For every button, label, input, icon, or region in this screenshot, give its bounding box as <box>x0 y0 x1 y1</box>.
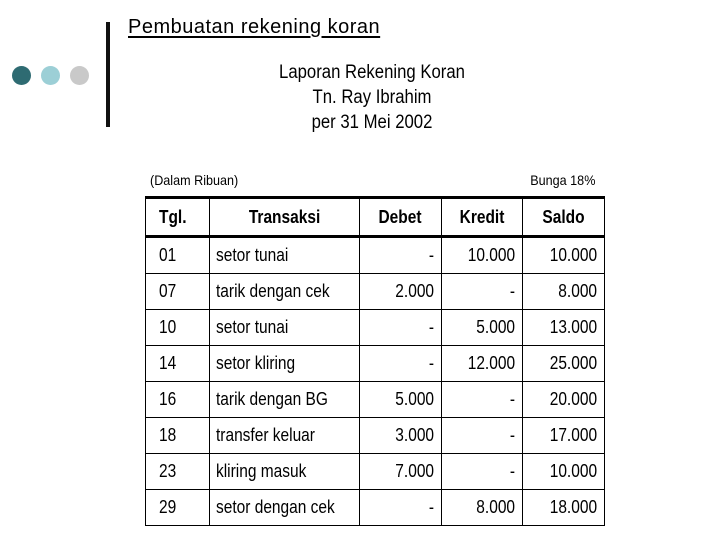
cell-credit: - <box>441 382 523 418</box>
cell-date: 07 <box>146 274 210 310</box>
cell-date: 14 <box>146 346 210 382</box>
table-row <box>146 310 605 346</box>
report-title: Laporan Rekening Koran <box>279 62 465 83</box>
cell-date: 29 <box>146 490 210 526</box>
table-row <box>146 237 605 274</box>
cell-transaction: transfer keluar <box>210 418 360 454</box>
cell-credit: 5.000 <box>441 310 523 346</box>
account-holder: Tn. Ray Ibrahim <box>312 87 432 108</box>
title-divider-bar <box>106 22 110 127</box>
cell-debit: 7.000 <box>360 454 442 490</box>
table-row <box>146 490 605 526</box>
dot-dark-teal <box>12 66 31 85</box>
cell-date: 23 <box>146 454 210 490</box>
cell-balance: 17.000 <box>523 418 605 454</box>
cell-transaction: kliring masuk <box>210 454 360 490</box>
cell-balance: 10.000 <box>523 454 605 490</box>
cell-balance: 25.000 <box>523 346 605 382</box>
table-row <box>146 346 605 382</box>
cell-debit: 5.000 <box>360 382 442 418</box>
cell-date: 16 <box>146 382 210 418</box>
cell-balance: 10.000 <box>523 237 605 274</box>
header-date: Tgl. <box>146 198 210 237</box>
header-credit: Kredit <box>441 198 523 237</box>
cell-transaction: setor tunai <box>210 237 360 274</box>
cell-balance: 13.000 <box>523 310 605 346</box>
unit-note: (Dalam Ribuan) <box>150 172 239 188</box>
header-debit: Debet <box>360 198 442 237</box>
cell-transaction: setor kliring <box>210 346 360 382</box>
cell-debit: - <box>360 237 442 274</box>
cell-balance: 8.000 <box>523 274 605 310</box>
table-row <box>146 382 605 418</box>
cell-balance: 18.000 <box>523 490 605 526</box>
slide-title: Pembuatan rekening koran <box>128 16 381 38</box>
cell-transaction: tarik dengan BG <box>210 382 360 418</box>
cell-date: 10 <box>146 310 210 346</box>
report-heading <box>273 60 470 135</box>
cell-credit: - <box>441 454 523 490</box>
cell-date: 18 <box>146 418 210 454</box>
cell-credit: 12.000 <box>441 346 523 382</box>
cell-transaction: setor dengan cek <box>210 490 360 526</box>
table-header-row <box>146 198 605 237</box>
cell-debit: - <box>360 346 442 382</box>
header-transaction: Transaksi <box>210 198 360 237</box>
header-balance: Saldo <box>523 198 605 237</box>
dot-gray <box>70 66 89 85</box>
cell-credit: - <box>441 274 523 310</box>
report-date: per 31 Mei 2002 <box>311 112 433 133</box>
cell-balance: 20.000 <box>523 382 605 418</box>
cell-debit: 2.000 <box>360 274 442 310</box>
cell-debit: - <box>360 490 442 526</box>
table-row <box>146 274 605 310</box>
cell-credit: - <box>441 418 523 454</box>
cell-credit: 8.000 <box>441 490 523 526</box>
statement-table <box>145 196 605 526</box>
interest-note: Bunga 18% <box>529 172 595 188</box>
table-row <box>146 418 605 454</box>
cell-transaction: tarik dengan cek <box>210 274 360 310</box>
cell-debit: 3.000 <box>360 418 442 454</box>
cell-date: 01 <box>146 237 210 274</box>
cell-debit: - <box>360 310 442 346</box>
table-row <box>146 454 605 490</box>
cell-transaction: setor tunai <box>210 310 360 346</box>
cell-credit: 10.000 <box>441 237 523 274</box>
dot-light-teal <box>41 66 60 85</box>
